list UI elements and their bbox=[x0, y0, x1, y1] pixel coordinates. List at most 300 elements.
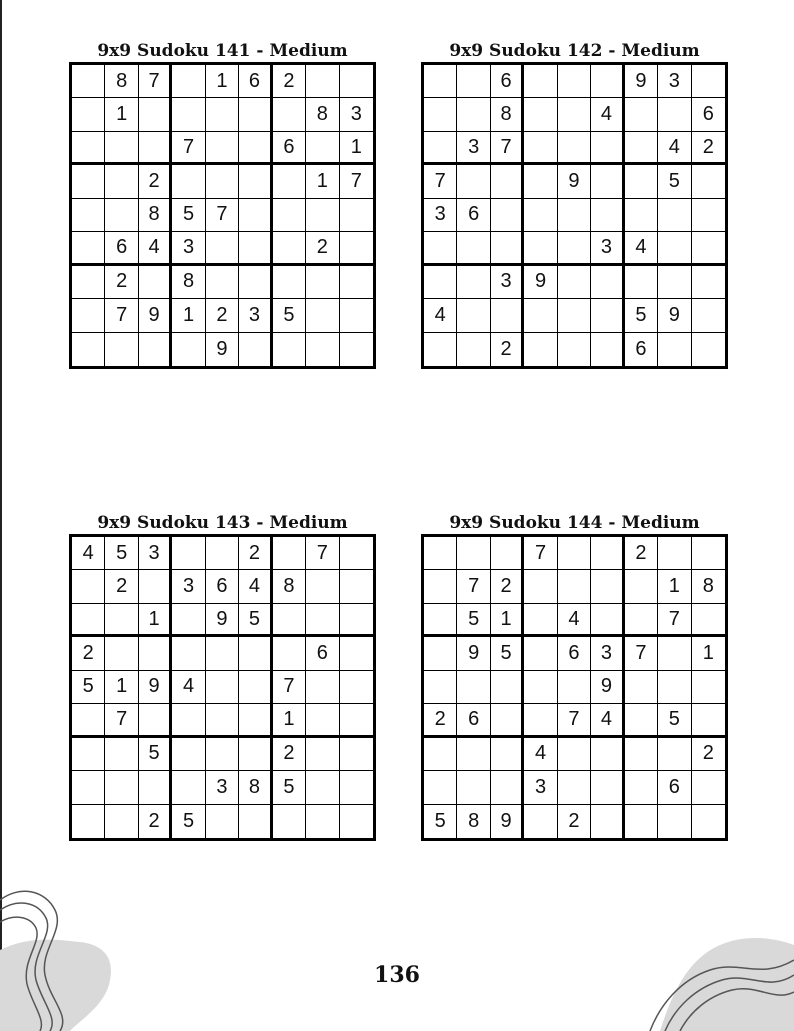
sudoku-cell: 6 bbox=[306, 637, 339, 670]
sudoku-cell: 8 bbox=[306, 98, 339, 131]
sudoku-cell bbox=[72, 333, 105, 366]
sudoku-cell bbox=[206, 805, 239, 838]
sudoku-cell bbox=[273, 98, 306, 131]
sudoku-cell bbox=[306, 671, 339, 704]
sudoku-cell: 9 bbox=[206, 604, 239, 637]
sudoku-cell bbox=[457, 65, 490, 98]
sudoku-cell: 3 bbox=[340, 98, 373, 131]
sudoku-cell bbox=[524, 299, 557, 332]
sudoku-cell bbox=[424, 604, 457, 637]
sudoku-cell bbox=[591, 199, 624, 232]
sudoku-cell bbox=[625, 165, 658, 198]
sudoku-cell bbox=[206, 165, 239, 198]
sudoku-cell bbox=[558, 65, 591, 98]
sudoku-cell bbox=[558, 299, 591, 332]
sudoku-cell bbox=[72, 805, 105, 838]
sudoku-cell bbox=[340, 537, 373, 570]
sudoku-cell: 4 bbox=[72, 537, 105, 570]
sudoku-cell: 3 bbox=[658, 65, 691, 98]
sudoku-cell bbox=[105, 738, 138, 771]
sudoku-cell: 7 bbox=[491, 132, 524, 165]
sudoku-cell: 5 bbox=[273, 299, 306, 332]
sudoku-cell bbox=[658, 537, 691, 570]
sudoku-cell: 5 bbox=[625, 299, 658, 332]
sudoku-cell bbox=[457, 299, 490, 332]
sudoku-cell bbox=[72, 266, 105, 299]
sudoku-cell bbox=[206, 738, 239, 771]
sudoku-cell: 6 bbox=[239, 65, 272, 98]
sudoku-cell bbox=[273, 333, 306, 366]
sudoku-cell: 2 bbox=[105, 570, 138, 603]
sudoku-cell bbox=[591, 165, 624, 198]
sudoku-cell: 2 bbox=[424, 704, 457, 737]
sudoku-cell bbox=[72, 704, 105, 737]
sudoku-cell bbox=[306, 266, 339, 299]
sudoku-cell bbox=[105, 199, 138, 232]
sudoku-cell bbox=[239, 266, 272, 299]
sudoku-cell bbox=[658, 98, 691, 131]
sudoku-cell bbox=[72, 98, 105, 131]
sudoku-cell bbox=[591, 537, 624, 570]
sudoku-cell: 2 bbox=[105, 266, 138, 299]
puzzle-title: 9x9 Sudoku 142 - Medium bbox=[449, 41, 700, 61]
sudoku-cell bbox=[625, 132, 658, 165]
sudoku-cell: 5 bbox=[491, 637, 524, 670]
sudoku-puzzle-142 bbox=[421, 40, 728, 369]
sudoku-cell bbox=[625, 771, 658, 804]
sudoku-cell: 9 bbox=[524, 266, 557, 299]
sudoku-cell bbox=[558, 232, 591, 265]
sudoku-cell: 1 bbox=[306, 165, 339, 198]
sudoku-cell bbox=[658, 637, 691, 670]
sudoku-cell bbox=[491, 232, 524, 265]
puzzle-title: 9x9 Sudoku 143 - Medium bbox=[97, 513, 348, 533]
sudoku-cell bbox=[239, 637, 272, 670]
sudoku-cell: 2 bbox=[625, 537, 658, 570]
sudoku-cell bbox=[72, 299, 105, 332]
sudoku-cell: 4 bbox=[658, 132, 691, 165]
sudoku-cell bbox=[524, 604, 557, 637]
sudoku-cell bbox=[172, 537, 205, 570]
sudoku-cell bbox=[172, 333, 205, 366]
sudoku-cell bbox=[239, 199, 272, 232]
sudoku-cell: 6 bbox=[105, 232, 138, 265]
sudoku-cell: 4 bbox=[424, 299, 457, 332]
sudoku-cell bbox=[340, 738, 373, 771]
sudoku-cell bbox=[658, 333, 691, 366]
sudoku-cell bbox=[591, 570, 624, 603]
sudoku-cell bbox=[457, 232, 490, 265]
sudoku-cell: 9 bbox=[658, 299, 691, 332]
sudoku-cell bbox=[172, 65, 205, 98]
sudoku-cell bbox=[239, 165, 272, 198]
sudoku-cell: 3 bbox=[172, 570, 205, 603]
sudoku-cell: 1 bbox=[273, 704, 306, 737]
sudoku-cell bbox=[591, 771, 624, 804]
sudoku-cell: 2 bbox=[558, 805, 591, 838]
sudoku-cell bbox=[558, 738, 591, 771]
sudoku-cell bbox=[273, 199, 306, 232]
sudoku-cell: 5 bbox=[273, 771, 306, 804]
sudoku-cell bbox=[424, 333, 457, 366]
sudoku-cell bbox=[558, 771, 591, 804]
sudoku-cell bbox=[625, 671, 658, 704]
sudoku-cell: 7 bbox=[139, 65, 172, 98]
sudoku-cell bbox=[340, 570, 373, 603]
sudoku-cell bbox=[625, 738, 658, 771]
sudoku-cell: 1 bbox=[105, 98, 138, 131]
sudoku-cell bbox=[72, 232, 105, 265]
sudoku-cell bbox=[524, 98, 557, 131]
sudoku-cell: 2 bbox=[206, 299, 239, 332]
sudoku-cell bbox=[139, 637, 172, 670]
sudoku-cell bbox=[72, 570, 105, 603]
sudoku-cell: 2 bbox=[72, 637, 105, 670]
sudoku-cell bbox=[491, 199, 524, 232]
sudoku-cell bbox=[491, 299, 524, 332]
sudoku-cell bbox=[105, 165, 138, 198]
sudoku-cell bbox=[239, 704, 272, 737]
sudoku-cell: 1 bbox=[340, 132, 373, 165]
sudoku-cell bbox=[273, 165, 306, 198]
sudoku-cell bbox=[625, 805, 658, 838]
sudoku-cell bbox=[424, 738, 457, 771]
sudoku-cell bbox=[692, 537, 725, 570]
sudoku-cell: 1 bbox=[139, 604, 172, 637]
sudoku-cell bbox=[558, 671, 591, 704]
sudoku-cell bbox=[340, 805, 373, 838]
sudoku-cell bbox=[340, 299, 373, 332]
sudoku-cell: 2 bbox=[306, 232, 339, 265]
sudoku-cell: 6 bbox=[625, 333, 658, 366]
sudoku-cell bbox=[524, 704, 557, 737]
sudoku-cell bbox=[625, 604, 658, 637]
sudoku-cell: 7 bbox=[273, 671, 306, 704]
sudoku-cell bbox=[524, 570, 557, 603]
sudoku-cell: 5 bbox=[172, 199, 205, 232]
sudoku-cell: 5 bbox=[72, 671, 105, 704]
sudoku-cell bbox=[424, 65, 457, 98]
sudoku-cell bbox=[72, 132, 105, 165]
sudoku-cell: 1 bbox=[206, 65, 239, 98]
sudoku-cell: 7 bbox=[340, 165, 373, 198]
sudoku-puzzle-144 bbox=[421, 512, 728, 841]
sudoku-cell bbox=[591, 604, 624, 637]
sudoku-cell: 7 bbox=[558, 704, 591, 737]
decorative-swirl-left bbox=[0, 880, 190, 1031]
sudoku-cell bbox=[591, 333, 624, 366]
sudoku-cell bbox=[558, 333, 591, 366]
sudoku-cell bbox=[172, 98, 205, 131]
sudoku-cell bbox=[340, 65, 373, 98]
sudoku-cell bbox=[206, 266, 239, 299]
sudoku-cell: 5 bbox=[239, 604, 272, 637]
sudoku-cell: 4 bbox=[591, 704, 624, 737]
sudoku-cell bbox=[306, 299, 339, 332]
sudoku-cell: 8 bbox=[692, 570, 725, 603]
sudoku-cell: 6 bbox=[491, 65, 524, 98]
sudoku-cell: 8 bbox=[273, 570, 306, 603]
sudoku-cell bbox=[491, 671, 524, 704]
sudoku-cell bbox=[239, 738, 272, 771]
sudoku-cell bbox=[306, 805, 339, 838]
sudoku-cell bbox=[457, 537, 490, 570]
sudoku-cell bbox=[206, 98, 239, 131]
sudoku-cell bbox=[424, 98, 457, 131]
sudoku-cell bbox=[72, 165, 105, 198]
sudoku-cell bbox=[524, 232, 557, 265]
sudoku-cell bbox=[306, 738, 339, 771]
sudoku-cell: 2 bbox=[692, 738, 725, 771]
sudoku-cell bbox=[306, 570, 339, 603]
sudoku-cell bbox=[558, 570, 591, 603]
sudoku-cell: 8 bbox=[139, 199, 172, 232]
sudoku-cell bbox=[105, 132, 138, 165]
sudoku-cell bbox=[206, 704, 239, 737]
sudoku-cell bbox=[172, 771, 205, 804]
sudoku-cell bbox=[306, 771, 339, 804]
sudoku-cell: 7 bbox=[105, 299, 138, 332]
sudoku-cell: 3 bbox=[206, 771, 239, 804]
sudoku-cell bbox=[239, 232, 272, 265]
sudoku-cell bbox=[424, 671, 457, 704]
sudoku-cell: 3 bbox=[139, 537, 172, 570]
sudoku-cell bbox=[692, 704, 725, 737]
page-edge-line bbox=[0, 0, 2, 1031]
sudoku-cell: 6 bbox=[273, 132, 306, 165]
sudoku-cell bbox=[558, 132, 591, 165]
sudoku-cell: 8 bbox=[239, 771, 272, 804]
sudoku-cell: 9 bbox=[558, 165, 591, 198]
sudoku-cell: 8 bbox=[172, 266, 205, 299]
sudoku-cell: 2 bbox=[273, 65, 306, 98]
sudoku-cell: 4 bbox=[591, 98, 624, 131]
sudoku-cell: 9 bbox=[139, 299, 172, 332]
sudoku-cell bbox=[692, 232, 725, 265]
sudoku-cell bbox=[625, 199, 658, 232]
sudoku-cell: 8 bbox=[105, 65, 138, 98]
sudoku-cell bbox=[273, 537, 306, 570]
sudoku-cell bbox=[591, 132, 624, 165]
sudoku-cell: 7 bbox=[625, 637, 658, 670]
sudoku-cell bbox=[625, 266, 658, 299]
sudoku-cell: 2 bbox=[692, 132, 725, 165]
sudoku-cell bbox=[72, 65, 105, 98]
sudoku-cell: 7 bbox=[658, 604, 691, 637]
sudoku-cell bbox=[306, 65, 339, 98]
sudoku-cell: 7 bbox=[105, 704, 138, 737]
sudoku-cell bbox=[658, 671, 691, 704]
sudoku-cell bbox=[658, 232, 691, 265]
sudoku-cell: 2 bbox=[491, 570, 524, 603]
sudoku-cell bbox=[457, 738, 490, 771]
sudoku-cell bbox=[172, 704, 205, 737]
sudoku-cell: 6 bbox=[457, 704, 490, 737]
sudoku-cell bbox=[273, 637, 306, 670]
sudoku-cell: 6 bbox=[692, 98, 725, 131]
sudoku-cell bbox=[206, 671, 239, 704]
sudoku-cell: 5 bbox=[424, 805, 457, 838]
sudoku-cell bbox=[306, 704, 339, 737]
sudoku-cell: 7 bbox=[306, 537, 339, 570]
sudoku-cell bbox=[306, 333, 339, 366]
page-number: 136 bbox=[374, 962, 420, 988]
sudoku-cell: 3 bbox=[172, 232, 205, 265]
sudoku-cell: 5 bbox=[139, 738, 172, 771]
sudoku-cell bbox=[524, 637, 557, 670]
sudoku-cell bbox=[491, 704, 524, 737]
sudoku-cell: 9 bbox=[457, 637, 490, 670]
sudoku-cell bbox=[558, 266, 591, 299]
sudoku-cell bbox=[72, 604, 105, 637]
sudoku-cell bbox=[625, 570, 658, 603]
sudoku-cell bbox=[457, 98, 490, 131]
sudoku-cell bbox=[692, 165, 725, 198]
sudoku-cell: 2 bbox=[491, 333, 524, 366]
sudoku-cell bbox=[273, 604, 306, 637]
sudoku-cell bbox=[558, 98, 591, 131]
sudoku-puzzle-143 bbox=[69, 512, 376, 841]
sudoku-cell bbox=[457, 333, 490, 366]
sudoku-grid bbox=[421, 534, 728, 841]
sudoku-cell: 2 bbox=[139, 805, 172, 838]
sudoku-cell bbox=[239, 333, 272, 366]
sudoku-cell: 7 bbox=[457, 570, 490, 603]
sudoku-cell: 5 bbox=[658, 165, 691, 198]
sudoku-cell: 9 bbox=[491, 805, 524, 838]
sudoku-cell bbox=[524, 805, 557, 838]
sudoku-cell bbox=[340, 637, 373, 670]
sudoku-cell bbox=[105, 604, 138, 637]
sudoku-cell bbox=[524, 333, 557, 366]
sudoku-cell bbox=[172, 738, 205, 771]
sudoku-cell bbox=[340, 199, 373, 232]
sudoku-cell bbox=[424, 771, 457, 804]
sudoku-puzzle-141 bbox=[69, 40, 376, 369]
sudoku-cell bbox=[658, 199, 691, 232]
sudoku-cell: 1 bbox=[105, 671, 138, 704]
puzzle-title: 9x9 Sudoku 144 - Medium bbox=[449, 513, 700, 533]
sudoku-cell: 9 bbox=[591, 671, 624, 704]
sudoku-cell: 5 bbox=[105, 537, 138, 570]
sudoku-cell: 1 bbox=[491, 604, 524, 637]
sudoku-cell bbox=[139, 333, 172, 366]
sudoku-cell bbox=[239, 132, 272, 165]
sudoku-cell bbox=[239, 805, 272, 838]
sudoku-cell bbox=[105, 771, 138, 804]
sudoku-cell bbox=[424, 537, 457, 570]
sudoku-cell bbox=[692, 805, 725, 838]
sudoku-cell bbox=[457, 266, 490, 299]
sudoku-cell bbox=[340, 704, 373, 737]
sudoku-cell bbox=[424, 232, 457, 265]
sudoku-cell: 9 bbox=[206, 333, 239, 366]
sudoku-cell: 2 bbox=[139, 165, 172, 198]
sudoku-cell bbox=[692, 266, 725, 299]
sudoku-cell bbox=[658, 266, 691, 299]
sudoku-cell bbox=[273, 266, 306, 299]
sudoku-cell bbox=[524, 132, 557, 165]
sudoku-cell bbox=[139, 570, 172, 603]
sudoku-cell bbox=[457, 671, 490, 704]
sudoku-cell bbox=[105, 637, 138, 670]
sudoku-cell bbox=[105, 805, 138, 838]
sudoku-cell bbox=[239, 671, 272, 704]
sudoku-cell bbox=[591, 299, 624, 332]
sudoku-cell: 7 bbox=[524, 537, 557, 570]
sudoku-cell: 1 bbox=[172, 299, 205, 332]
sudoku-cell: 4 bbox=[558, 604, 591, 637]
sudoku-cell bbox=[206, 132, 239, 165]
sudoku-cell bbox=[591, 805, 624, 838]
sudoku-cell bbox=[306, 604, 339, 637]
sudoku-cell bbox=[524, 165, 557, 198]
sudoku-cell: 1 bbox=[692, 637, 725, 670]
sudoku-cell bbox=[491, 537, 524, 570]
sudoku-cell: 3 bbox=[591, 232, 624, 265]
sudoku-cell: 4 bbox=[625, 232, 658, 265]
sudoku-cell: 4 bbox=[139, 232, 172, 265]
sudoku-cell: 6 bbox=[457, 199, 490, 232]
sudoku-cell bbox=[340, 604, 373, 637]
sudoku-cell: 1 bbox=[658, 570, 691, 603]
sudoku-cell: 2 bbox=[239, 537, 272, 570]
sudoku-cell bbox=[139, 266, 172, 299]
sudoku-cell bbox=[558, 537, 591, 570]
sudoku-cell bbox=[524, 671, 557, 704]
sudoku-cell bbox=[524, 65, 557, 98]
sudoku-cell bbox=[424, 637, 457, 670]
sudoku-cell bbox=[340, 771, 373, 804]
sudoku-cell bbox=[491, 738, 524, 771]
sudoku-cell bbox=[491, 771, 524, 804]
sudoku-cell: 4 bbox=[172, 671, 205, 704]
sudoku-cell: 3 bbox=[491, 266, 524, 299]
sudoku-cell bbox=[457, 771, 490, 804]
sudoku-cell: 8 bbox=[457, 805, 490, 838]
sudoku-grid bbox=[69, 534, 376, 841]
sudoku-cell: 8 bbox=[491, 98, 524, 131]
sudoku-cell: 2 bbox=[273, 738, 306, 771]
sudoku-cell: 5 bbox=[172, 805, 205, 838]
sudoku-cell bbox=[139, 132, 172, 165]
sudoku-cell: 9 bbox=[625, 65, 658, 98]
sudoku-cell bbox=[491, 165, 524, 198]
sudoku-cell: 6 bbox=[658, 771, 691, 804]
sudoku-cell: 6 bbox=[558, 637, 591, 670]
sudoku-cell bbox=[340, 671, 373, 704]
sudoku-cell: 3 bbox=[424, 199, 457, 232]
sudoku-cell: 3 bbox=[239, 299, 272, 332]
sudoku-cell: 4 bbox=[524, 738, 557, 771]
sudoku-cell bbox=[424, 266, 457, 299]
sudoku-cell bbox=[306, 199, 339, 232]
sudoku-cell: 5 bbox=[658, 704, 691, 737]
sudoku-cell bbox=[692, 333, 725, 366]
sudoku-cell: 6 bbox=[206, 570, 239, 603]
sudoku-cell bbox=[72, 771, 105, 804]
sudoku-cell bbox=[340, 333, 373, 366]
sudoku-cell: 3 bbox=[591, 637, 624, 670]
sudoku-cell bbox=[424, 570, 457, 603]
sudoku-cell bbox=[424, 132, 457, 165]
sudoku-cell bbox=[591, 738, 624, 771]
sudoku-cell bbox=[206, 537, 239, 570]
sudoku-cell: 7 bbox=[206, 199, 239, 232]
sudoku-cell bbox=[172, 165, 205, 198]
sudoku-cell bbox=[591, 65, 624, 98]
sudoku-cell bbox=[139, 771, 172, 804]
